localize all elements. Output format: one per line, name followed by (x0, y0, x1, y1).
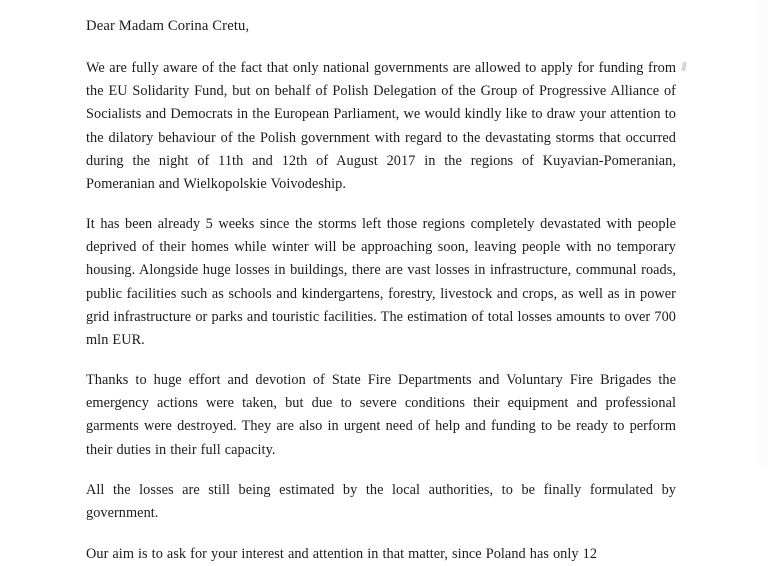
letter-body (86, 16, 676, 566)
paragraph-4: All the losses are still being estimated by the local authorities, to be finally formulated by government. (86, 481, 676, 521)
paragraph-2: It has been already 5 weeks since the storms left those regions completely devastated with people deprived of their homes while winter will be approaching soon, leaving people with no temporary housing. Alongside huge losses in buildings, there are vast losses in infrastructure, communal roads, public facilities such as schools and kindergartens, forestry, livestock and crops, as well as in power grid infrastructure or parks and touristic facilities. The estimation of total losses amounts to over 700 mln EUR. (86, 216, 676, 348)
scan-artifact (681, 62, 687, 72)
paragraph-3: Thanks to huge effort and devotion of State Fire Departments and Voluntary Fire Brigades the emergency actions were taken, but due to severe conditions their equipment and professional garments were destroyed. They are also in urgent need of help and funding to be ready to perform their duties in their full capacity. (86, 372, 676, 458)
page-edge-shadow (752, 0, 768, 465)
paragraph-5: Our aim is to ask for your interest and attention in that matter, since Poland has only 12 (86, 545, 598, 562)
salutation: Dear Madam Corina Cretu, (86, 18, 250, 34)
paragraph-1: We are fully aware of the fact that only national governments are allowed to apply for funding from the EU Solidarity Fund, but on behalf of Polish Delegation of the Group of Progressive Alliance of Socialists and Democrats in the European Parliament, we would kindly like to draw your attention to the dilatory behaviour of the Polish government with regard to the devastating storms that occurred during the night of 11th and 12th of August 2017 in the regions of Kuyavian-Pomeranian, Pomeranian and Wielkopolskie Voivodeship. (86, 60, 676, 192)
